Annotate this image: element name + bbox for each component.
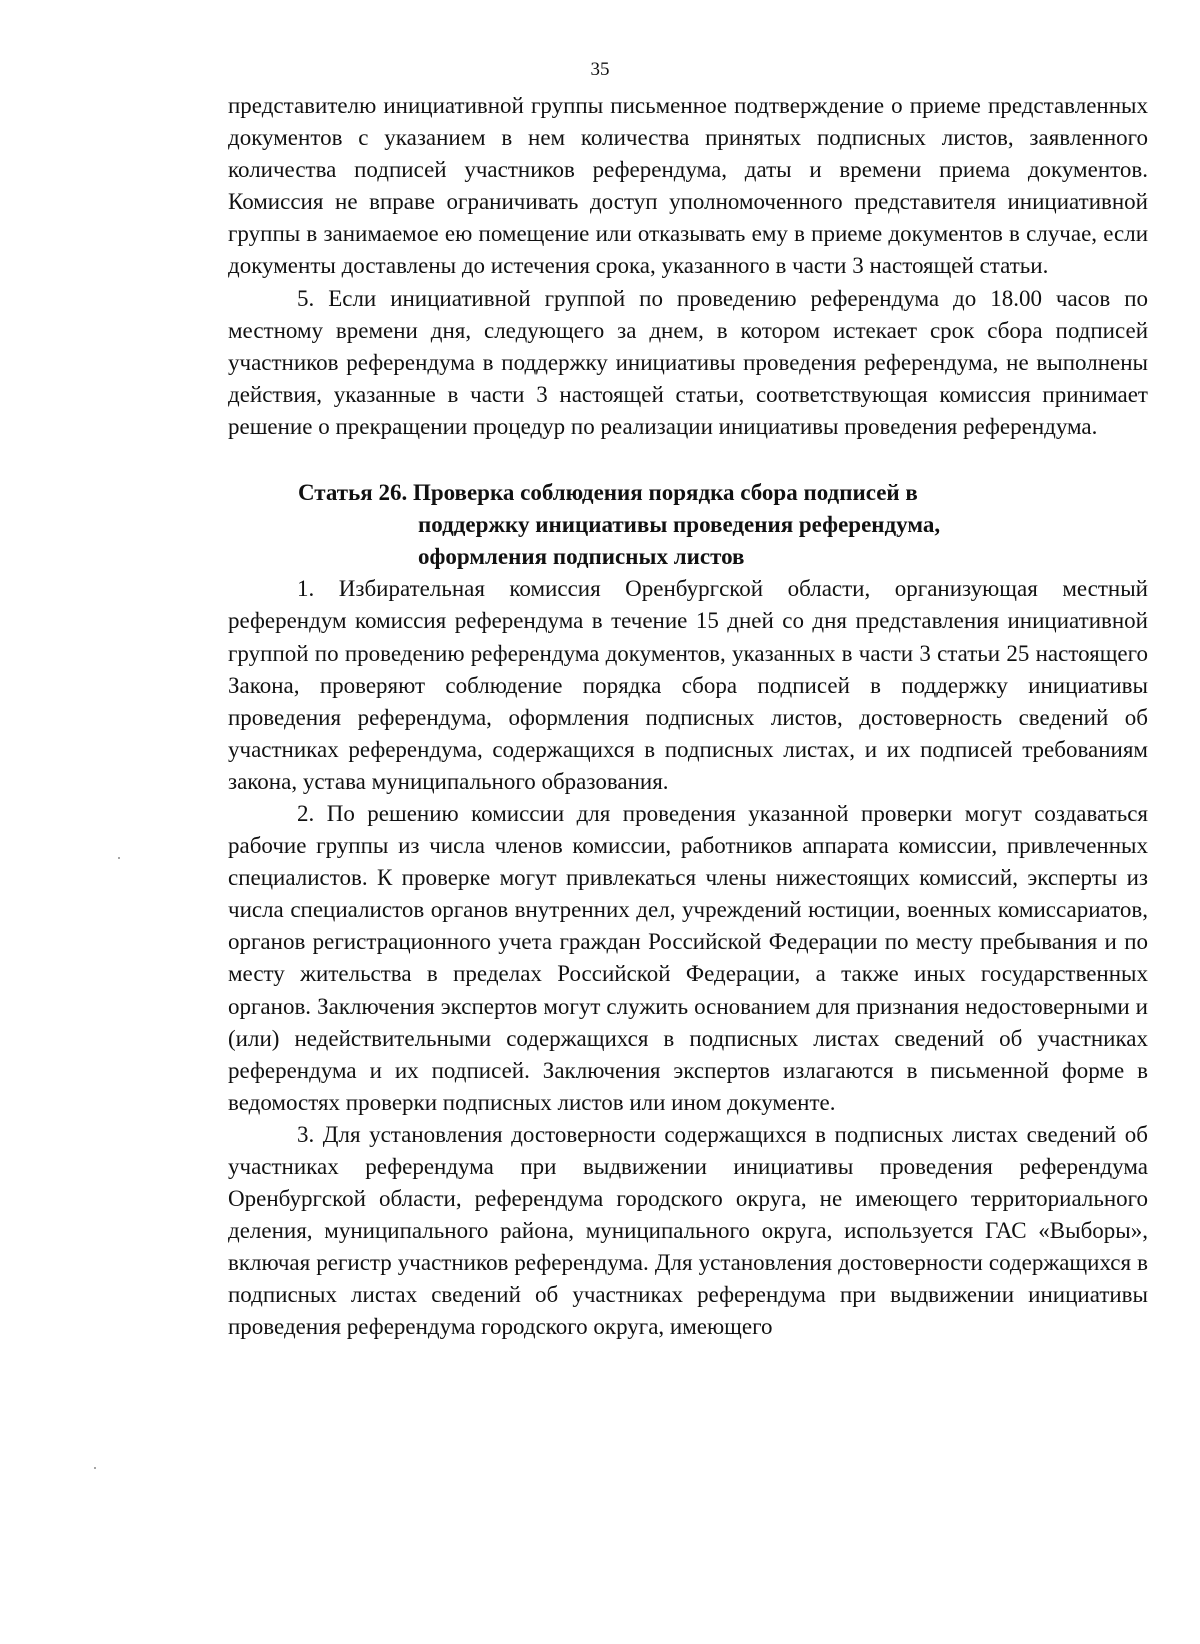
article-heading (228, 477, 1148, 573)
paragraph-clause-1: 1. Избирательная комиссия Оренбургской области, организующая местный референдум комиссия референдума в течение 15 дней со дня представления инициативной группой по проведению референдума документов, указанных в части 3 статьи 25 настоящего Закона, проверяют соблюдение порядка сбора подписей в поддержку инициативы проведения референдума, оформления подписных листов, достоверность сведений об участниках референдума, содержащихся в подписных листах, и их подписей требованиям закона, устава муниципального образования. (228, 576, 1148, 794)
article-heading-line-2: поддержку инициативы проведения референдума, (418, 512, 941, 538)
paragraph-continuation: представителю инициативной группы письменное подтверждение о приеме представленных документов с указанием в нем количества принятых подписных листов, заявленного количества подписей участников референдума, даты и времени приема документов. Комиссия не вправе ограничивать доступ уполномоченного представителя инициативной группы в занимаемое ею помещение или отказывать ему в приеме документов в случае, если документы доставлены до истечения срока, указанного в части 3 настоящей статьи. (228, 93, 1148, 279)
document-body (228, 90, 1148, 1344)
scan-speck (118, 857, 120, 859)
paragraph-clause-2: 2. По решению комиссии для проведения указанной проверки могут создаваться рабочие группы из числа членов комиссии, работников аппарата комиссии, привлеченных специалистов. К проверке могут привлекаться члены нижестоящих комиссий, эксперты из числа специалистов органов внутренних дел, учреждений юстиции, военных комиссариатов, органов регистрационного учета граждан Российской Федерации по месту пребывания и по месту жительства в пределах Российской Федерации, а также иных государственных органов. Заключения экспертов могут служить основанием для признания недостоверными и (или) недействительными содержащихся в подписных листах сведений об участниках референдума и их подписей. Заключения экспертов излагаются в письменной форме в ведомостях проверки подписных листов или ином документе. (228, 800, 1148, 1115)
paragraph-clause-3: 3. Для установления достоверности содержащихся в подписных листах сведений об участниках референдума при выдвижении инициативы проведения референдума Оренбургской области, референдума городского округа, не имеющего территориального деления, муниципального района, муниципального округа, используется ГАС «Выборы», включая регистр участников референдума. Для установления достоверности содержащихся в подписных листах сведений об участниках референдума при выдвижении инициативы проведения референдума городского округа, имеющего (228, 1121, 1148, 1340)
page-number: 35 (590, 59, 610, 80)
scan-speck (94, 1467, 96, 1469)
article-heading-line-3: оформления подписных листов (418, 544, 745, 570)
paragraph-clause-5: 5. Если инициативной группой по проведению референдума до 18.00 часов по местному времени дня, следующего за днем, в котором истекает срок сбора подписей участников референдума в поддержку инициативы проведения референдума, не выполнены действия, указанные в части 3 настоящей статьи, соответствующая комиссия принимает решение о прекращении процедур по реализации инициативы проведения референдума. (228, 285, 1148, 439)
article-heading-line-1: Статья 26. Проверка соблюдения порядка сбора подписей в (298, 480, 918, 506)
